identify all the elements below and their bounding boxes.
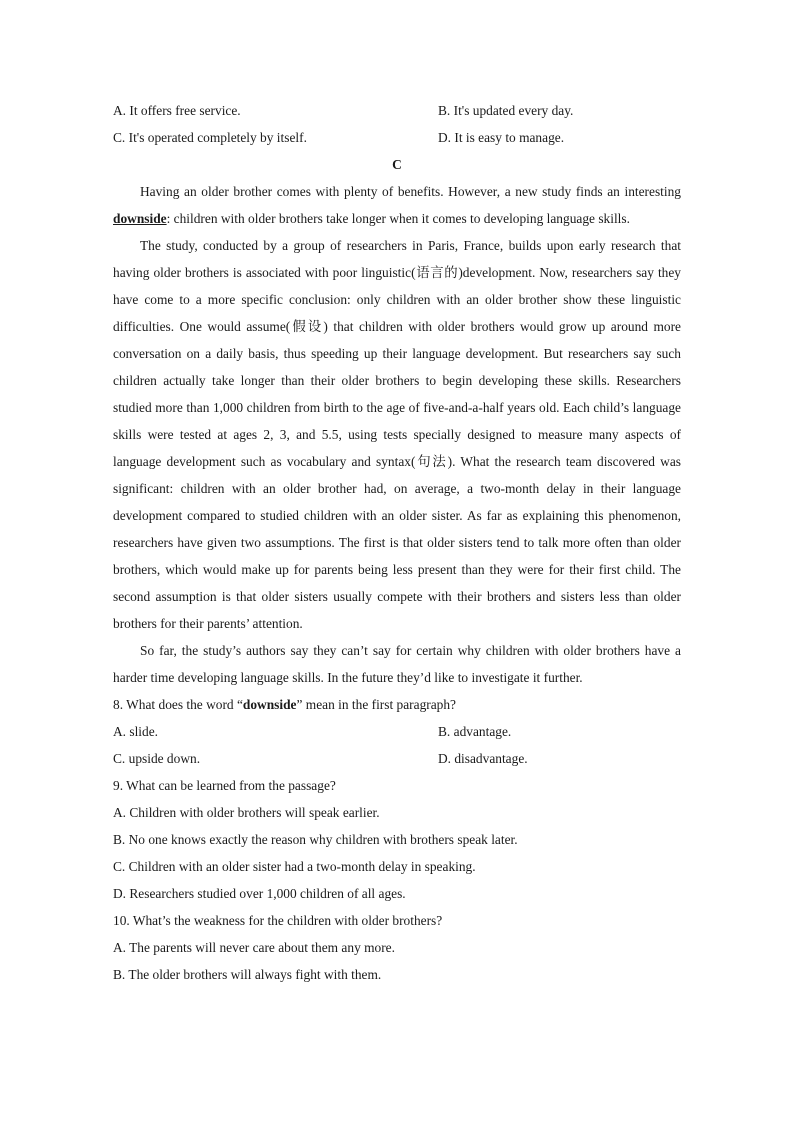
section-title: C	[392, 157, 402, 172]
question-8-stem: 8. What does the word “downside” mean in the first paragraph?	[113, 697, 456, 712]
keyword-downside: downside	[113, 211, 167, 226]
q9-option-b[interactable]: B. No one knows exactly the reason why children with brothers speak later.	[113, 832, 518, 847]
passage-paragraph-2: The study, conducted by a group of researchers in Paris, France, builds upon early research that having older brothers is associated with poor linguistic(语言的)development. Now, researchers say they have come to a more specific conclusion: only children with an older brother show these linguistic difficulties. One would assume(假设) that children with older brothers would grow up around more conversation on a daily basis, thus speeding up their language development. But researchers say such children actually take longer than their older brothers to begin developing these skills. Researchers studied more than 1,000 children from birth to the age of five-and-a-half years old. Each child’s language skills were tested at ages 2, 3, and 5.5, using tests specially designed to measure many aspects of language development such as vocabulary and syntax(句法). What the research team discovered was significant: children with an older brother had, on average, a two-month delay in their language development compared to studied children with an older sister. As far as explaining this phenomenon, researchers have given two assumptions. The first is that older sisters tend to talk more often than older brothers, which would make up for parents being less present than they were for their first child. The second assumption is that older sisters usually compete with their brothers and sisters less than older brothers for their parents’ attention.	[113, 238, 681, 631]
option-a[interactable]: A. It offers free service.	[113, 103, 241, 118]
previous-question-options-row-2	[113, 124, 681, 151]
q10-option-a[interactable]: A. The parents will never care about them any more.	[113, 940, 395, 955]
option-c[interactable]: C. It's operated completely by itself.	[113, 130, 307, 145]
document-page	[113, 97, 681, 988]
previous-question-options-row-1	[113, 97, 681, 124]
passage-paragraph-1: Having an older brother comes with plenty of benefits. However, a new study finds an interesting downside: children with older brothers take longer when it comes to developing language skills.	[113, 184, 681, 226]
question-8-options-row-1	[113, 718, 681, 745]
passage-paragraph-3: So far, the study’s authors say they can’t say for certain why children with older brothers have a harder time developing language skills. In the future they’d like to investigate it further.	[113, 643, 681, 685]
q8-option-c[interactable]: C. upside down.	[113, 751, 201, 766]
q10-option-b[interactable]: B. The older brothers will always fight with them.	[113, 967, 382, 982]
option-b[interactable]: B. It's updated every day.	[438, 103, 574, 118]
q9-option-d[interactable]: D. Researchers studied over 1,000 children of all ages.	[113, 886, 406, 901]
question-9-stem: 9. What can be learned from the passage?	[113, 778, 336, 793]
question-8-options-row-2	[113, 745, 681, 772]
q9-option-c[interactable]: C. Children with an older sister had a two-month delay in speaking.	[113, 859, 476, 874]
q8-option-d[interactable]: D. disadvantage.	[438, 751, 528, 766]
q8-option-b[interactable]: B. advantage.	[438, 724, 512, 739]
q8-option-a[interactable]: A. slide.	[113, 724, 159, 739]
question-10-stem: 10. What’s the weakness for the children with older brothers?	[113, 913, 443, 928]
q9-option-a[interactable]: A. Children with older brothers will speak earlier.	[113, 805, 380, 820]
option-d[interactable]: D. It is easy to manage.	[438, 130, 565, 145]
